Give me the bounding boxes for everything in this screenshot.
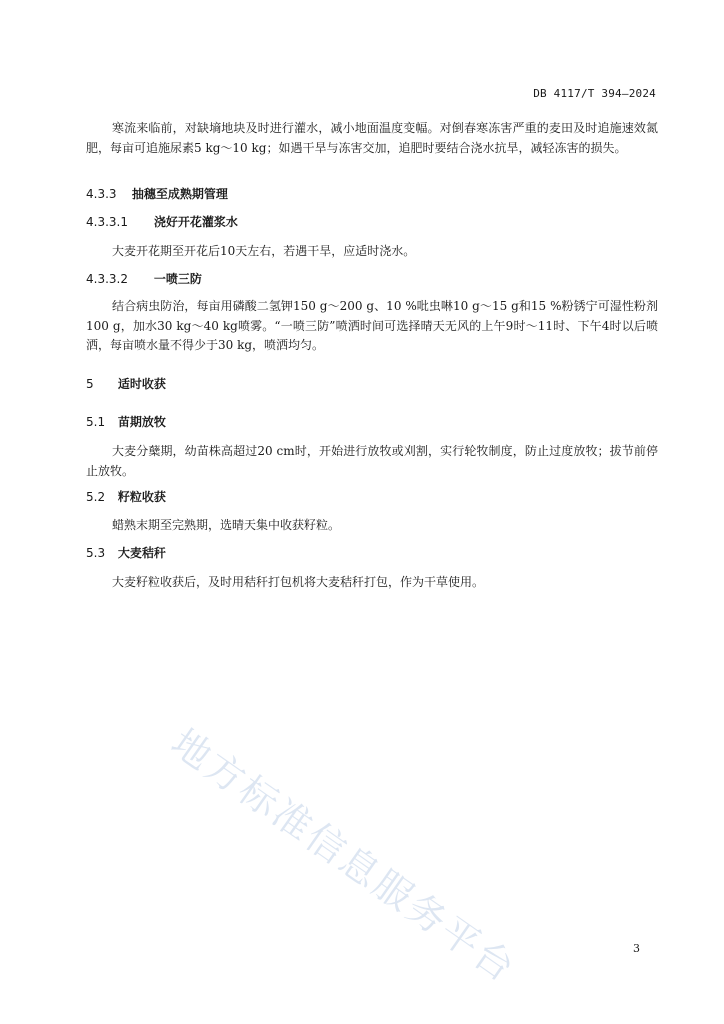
heading-4-3-3 xyxy=(86,185,228,203)
section-title: 籽粒收获 xyxy=(117,490,166,504)
section-title: 抽穗至成熟期管理 xyxy=(131,187,228,201)
heading-5-1 xyxy=(86,413,166,431)
section-number: 5.3 xyxy=(86,546,106,560)
section-number: 5.1 xyxy=(86,415,106,429)
section-number: 4.3.3.2 xyxy=(86,272,128,286)
paragraph-one-spray-three-defenses: 结合病虫防治，每亩用磷酸二氢钾150 g～200 g、10 %吡虫啉10 g～15 g和15 %粉锈宁可湿性粉剂100 g，加水30 kg～40 kg喷雾。“一喷三防”喷洒时间可选择晴天无风的上午9时～11时、下午4时以后喷洒，每亩喷水量不得少于30 kg，喷洒均匀。 xyxy=(86,299,658,352)
section-number: 5.2 xyxy=(86,490,106,504)
section-title: 苗期放牧 xyxy=(117,415,166,429)
watermark-text: 地方标准信息服务平台 xyxy=(163,720,525,992)
heading-5 xyxy=(86,375,166,393)
section-title: 适时收获 xyxy=(117,377,166,391)
section-number: 5 xyxy=(86,377,94,391)
section-title: 一喷三防 xyxy=(153,272,202,286)
paragraph-seedling-grazing: 大麦分蘖期，幼苗株高超过20 cm时，开始进行放牧或刈割，实行轮牧制度，防止过度放牧；拔节前停止放牧。 xyxy=(86,444,658,478)
heading-4-3-3-1 xyxy=(86,213,238,231)
heading-4-3-3-2 xyxy=(86,270,202,288)
paragraph-frost-measures: 寒流来临前，对缺墒地块及时进行灌水，减小地面温度变幅。对倒春寒冻害严重的麦田及时追施速效氮肥，每亩可追施尿素5 kg～10 kg；如遇干旱与冻害交加，追肥时要结合浇水抗旱，减轻冻害的损失。 xyxy=(86,121,658,155)
section-number: 4.3.3 xyxy=(86,187,117,201)
heading-5-3 xyxy=(86,544,166,562)
paragraph-flowering-irrigation: 大麦开花期至开花后10天左右，若遇干旱，应适时浇水。 xyxy=(112,244,416,258)
section-title: 浇好开花灌浆水 xyxy=(153,215,238,229)
paragraph-grain-harvest: 蜡熟末期至完熟期，选晴天集中收获籽粒。 xyxy=(112,518,341,532)
paragraph-barley-straw: 大麦籽粒收获后，及时用秸秆打包机将大麦秸秆打包，作为干草使用。 xyxy=(112,575,485,589)
section-title: 大麦秸秆 xyxy=(117,546,166,560)
page-number: 3 xyxy=(633,942,640,955)
heading-5-2 xyxy=(86,488,166,506)
section-number: 4.3.3.1 xyxy=(86,215,128,229)
document-code: DB 4117/T 394—2024 xyxy=(533,87,656,100)
